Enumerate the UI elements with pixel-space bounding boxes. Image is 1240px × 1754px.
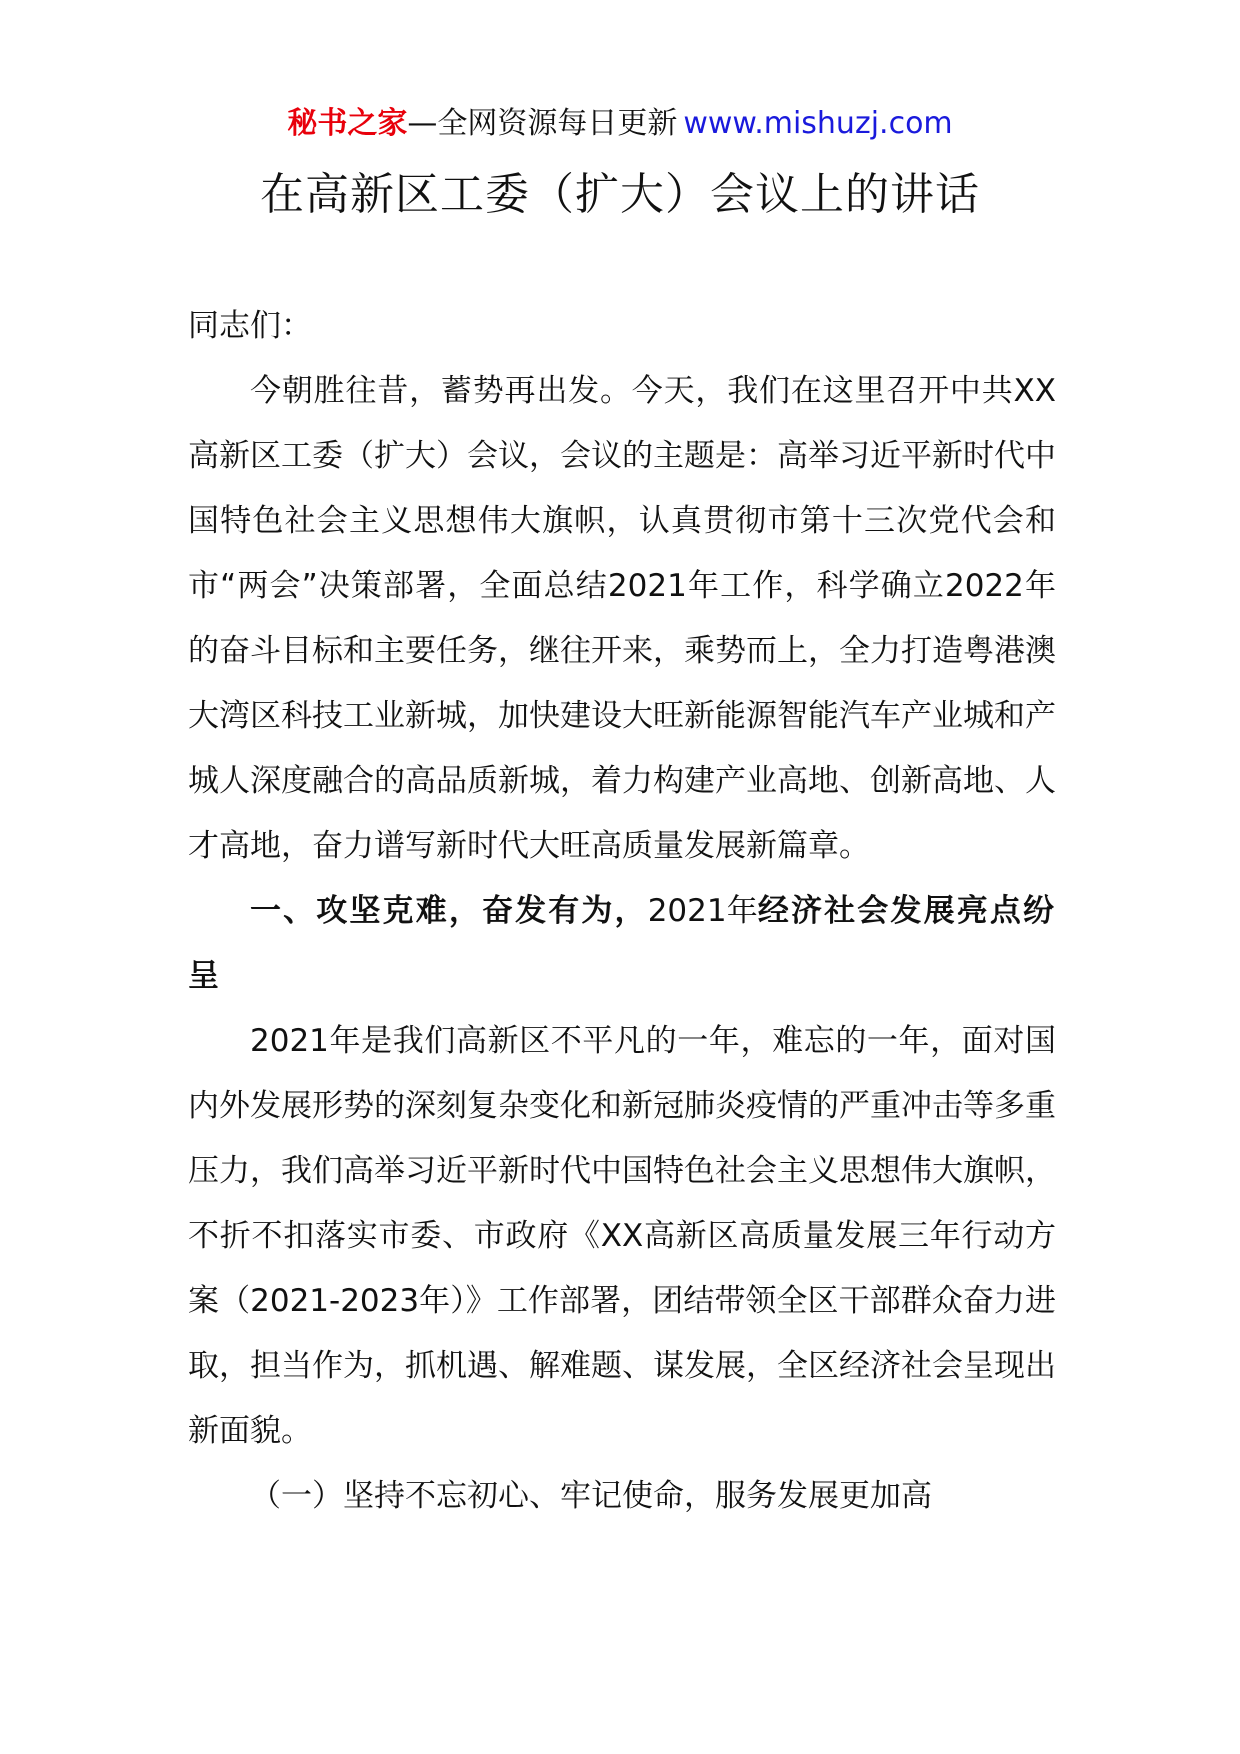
site-banner xyxy=(0,104,1240,144)
document-body xyxy=(188,294,1056,1529)
section-heading xyxy=(188,879,1056,1009)
section-heading-rest: 经济社会发展亮点纷呈 xyxy=(188,893,1056,994)
document-title: 在高新区工委（扩大）会议上的讲话 xyxy=(260,169,980,220)
opening-paragraph: 今朝胜往昔，蓄势再出发。今天，我们在这里召开中共XX高新区工委（扩大）会议，会议的主题是：高举习近平新时代中国特色社会主义思想伟大旗帜，认真贯彻市第十三次党代会和市“两会”决策部署，全面总结2021年工作，科学确立2022年的奋斗目标和主要任务，继往开来，乘势而上，全力打造粤港澳大湾区科技工业新城，加快建设大旺新能源智能汽车产业城和产城人深度融合的高品质新城，着力构建产业高地、创新高地、人才高地，奋力谱写新时代大旺高质量发展新篇章。 xyxy=(188,373,1056,864)
site-url-link[interactable]: www.mishuzj.com xyxy=(683,106,953,141)
section-heading-lead: 一、攻坚克难，奋发有为， xyxy=(250,893,648,929)
subsection-heading: （一）坚持不忘初心、牢记使命，服务发展更加高 xyxy=(250,1478,932,1514)
section-heading-year: 2021年 xyxy=(647,893,758,929)
salutation: 同志们： xyxy=(188,308,312,344)
brand-name: 秘书之家 xyxy=(287,106,408,141)
banner-tagline: —全网资源每日更新 xyxy=(407,106,678,141)
section-paragraph: 2021年是我们高新区不平凡的一年，难忘的一年，面对国内外发展形势的深刻复杂变化和新冠肺炎疫情的严重冲击等多重压力，我们高举习近平新时代中国特色社会主义思想伟大旗帜，不折不扣落实市委、市政府《XX高新区高质量发展三年行动方案（2021-2023年）》工作部署，团结带领全区干部群众奋力进取，担当作为，抓机遇、解难题、谋发展，全区经济社会呈现出新面貌。 xyxy=(188,1023,1056,1449)
